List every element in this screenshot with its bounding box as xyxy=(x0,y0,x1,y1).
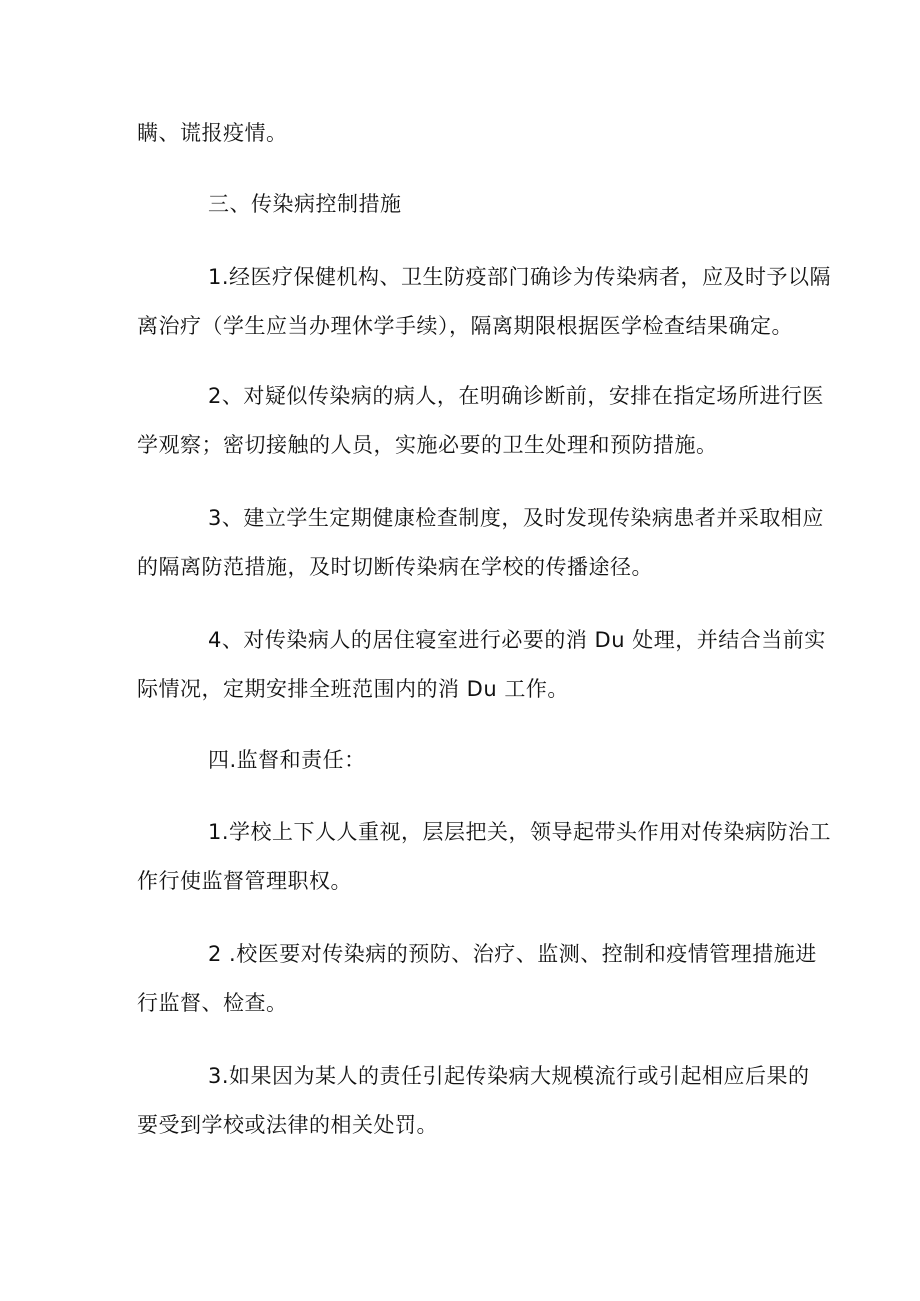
text-line: 1.经医疗保健机构、卫生防疫部门确诊为传染病者，应及时予以隔 xyxy=(208,265,832,289)
text-line: 行监督、检查。 xyxy=(137,991,288,1015)
text-line: 要受到学校或法律的相关处罚。 xyxy=(137,1113,438,1137)
text-line: 际情况，定期安排全班范围内的消 Du 工作。 xyxy=(137,677,569,701)
text-line: 4、对传染病人的居住寝室进行必要的消 Du 处理，并结合当前实 xyxy=(208,628,826,652)
section-heading: 三、传染病控制措施 xyxy=(208,192,402,216)
text-line: 作行使监督管理职权。 xyxy=(137,869,352,893)
text-line: 2、对疑似传染病的病人，在明确诊断前，安排在指定场所进行医 xyxy=(208,384,824,408)
text-line: 离治疗（学生应当办理休学手续），隔离期限根据医学检查结果确定。 xyxy=(137,314,793,338)
section-heading: 四.监督和责任： xyxy=(208,748,366,772)
text-line: 2 .校医要对传染病的预防、治疗、监测、控制和疫情管理措施进 xyxy=(208,942,817,966)
text-line: 学观察；密切接触的人员，实施必要的卫生处理和预防措施。 xyxy=(137,433,718,457)
text-line: 3.如果因为某人的责任引起传染病大规模流行或引起相应后果的 xyxy=(208,1064,810,1088)
text-line: 3、建立学生定期健康检查制度，及时发现传染病患者并采取相应 xyxy=(208,506,824,530)
text-line: 1.学校上下人人重视，层层把关，领导起带头作用对传染病防治工 xyxy=(208,820,832,844)
text-line: 瞒、谎报疫情。 xyxy=(137,121,288,145)
text-line: 的隔离防范措施，及时切断传染病在学校的传播途径。 xyxy=(137,555,653,579)
